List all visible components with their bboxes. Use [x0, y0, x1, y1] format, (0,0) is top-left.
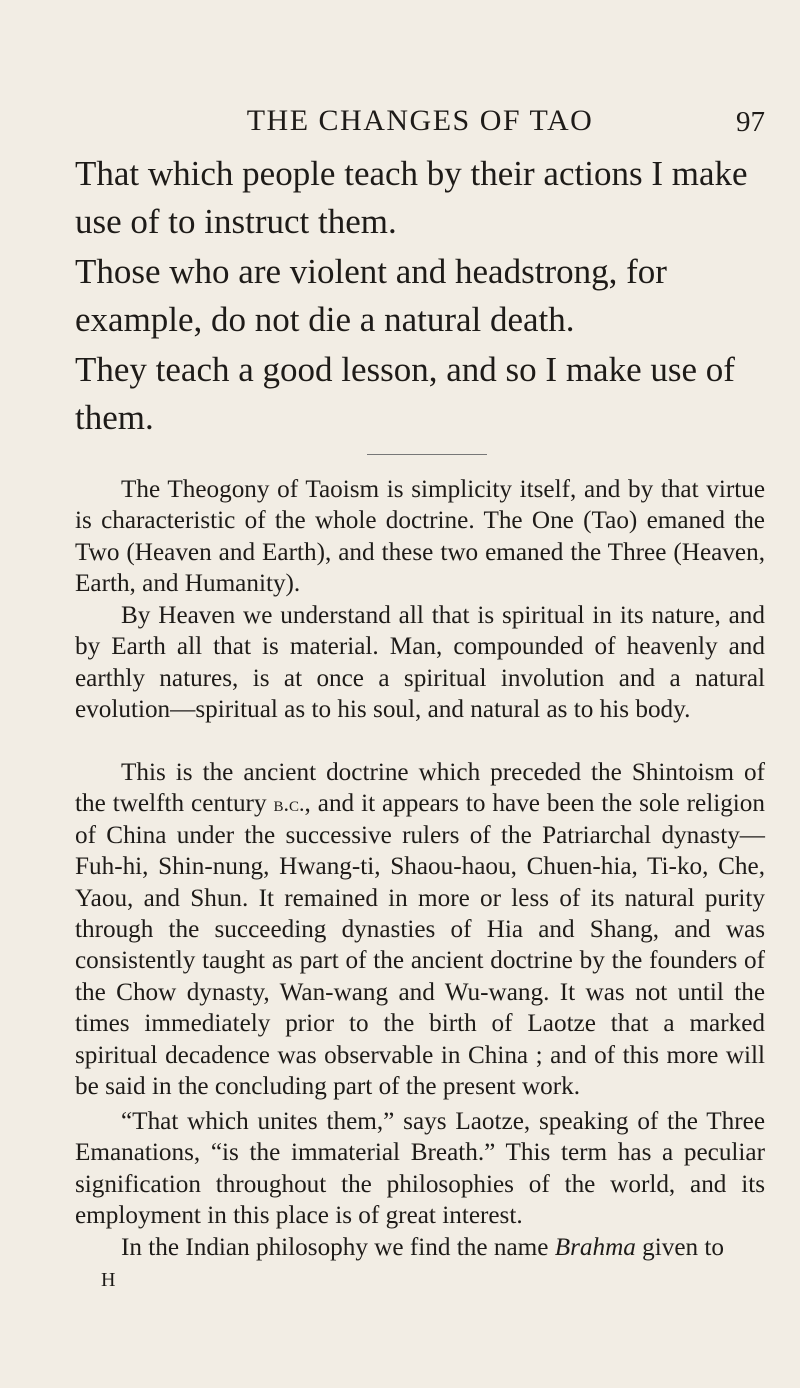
paragraph-indian-philosophy — [75, 1232, 765, 1263]
p5-text-after: given to — [635, 1234, 725, 1261]
verse-1: That which people teach by their actions I make use of to instruct them. — [75, 154, 748, 241]
verse-2: Those who are violent and headstrong, for example, do not die a natural death. — [75, 252, 667, 339]
paragraph-heaven-earth: By Heaven we understand all that is spiritual in its nature, and by Earth all that is material. Man, compounded of heavenly and earthly natures, is at once a spiritual involution and a natural evolution—spiritual as to his soul, and natural as to his body. — [75, 602, 765, 724]
signature-mark: H — [101, 1269, 116, 1291]
paragraph-ancient-doctrine — [75, 757, 765, 1102]
paragraph-theogony: The Theogony of Taoism is simplicity itself, and by that virtue is characteristic of the whole doctrine. The One (Tao) emaned the Two (Heaven and Earth), and these two emaned the Three (Heaven, Earth, and Humanity). — [75, 476, 765, 598]
page-header — [75, 104, 765, 144]
paragraph-immaterial-breath: “That which unites them,” says Laotze, speaking of the Three Emanations, “is the immaterial Breath.” This term has a peculiar signification throughout the philosophies of the world, and its employment in this place is of great interest. — [75, 1108, 765, 1230]
verse-3: They teach a good lesson, and so I make use of them. — [75, 350, 735, 437]
p5-text-before: In the Indian philosophy we find the name — [121, 1234, 555, 1261]
p3-era: b.c. — [273, 791, 305, 817]
page-number: 97 — [736, 106, 765, 138]
p3-text-before: This is the ancient doctrine which preceded the Shintoism of the twelfth century — [75, 759, 765, 818]
section-divider — [367, 454, 487, 455]
p3-text-after: , and it appears to have been the sole religion of China under the successive rulers of the Patriarchal dynasty—Fuh-hi, Shin-nung, Hwang-ti, Shaou-haou, Chuen-hia, Ti-ko, Che, Yaou, and Shun. It remained in more or less of its natural purity through the succeeding dynasties of Hia and Shang, and was consistently taught as part of the ancient doctrine by the founders of the Chow dynasty, Wan-wang and Wu-wang. It was not until the times immediately prior to the birth of Laotze that a marked spiritual decadence was observable in China ; and of this more will be said in the concluding part of the present work. — [75, 790, 765, 1101]
running-head: THE CHANGES OF TAO — [246, 104, 594, 137]
p5-italic-brahma: Brahma — [554, 1234, 636, 1261]
